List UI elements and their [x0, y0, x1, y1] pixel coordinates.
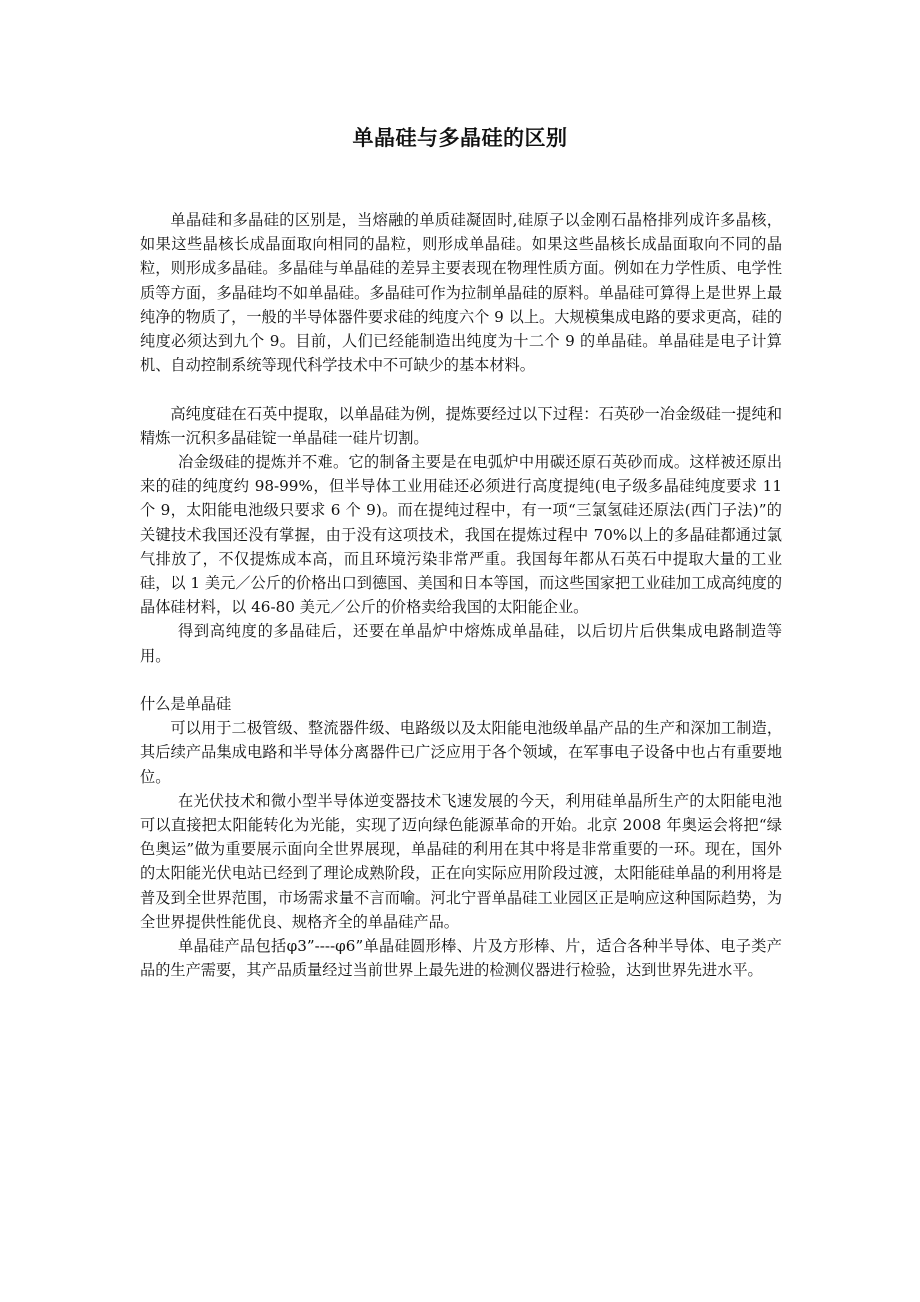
paragraph-gap	[140, 377, 782, 401]
document-title: 单晶硅与多晶硅的区别	[352, 126, 568, 150]
section-heading-what-is-single-crystal: 什么是单晶硅	[140, 695, 232, 714]
paragraph-photovoltaic: 在光伏技术和微小型半导体逆变器技术飞速发展的今天，利用硅单晶所生产的太阳能电池可以直接把太阳能转化为光能，实现了迈向绿色能源革命的开始。北京 2008 年奥运会将把“绿色奥运”做为重要展示面向全世界展现，单晶硅的利用在其中将是非常重要的一环。现在，国外的太阳能光伏电站已经到了理论成熟阶段，正在向实际应用阶段过渡，太阳能硅单晶的利用将是普及到全世界范围，市场需求量不言而喻。河北宁晋单晶硅工业园区正是响应这种国际趋势，为全世界提供性能优良、规格齐全的单晶硅产品。	[140, 791, 782, 931]
paragraph-metallurgical-silicon: 冶金级硅的提炼并不难。它的制备主要是在电弧炉中用碳还原石英砂而成。这样被还原出来的硅的纯度约 98-99%，但半导体工业用硅还必须进行高度提纯(电子级多晶硅纯度要求 11 个 9，太阳能电池级只要求 6 个 9)。而在提纯过程中，有一项“三氯氢硅还原法(西门子法)”的关键技术我国还没有掌握，由于没有这项技术，我国在提炼过程中 70%以上的多晶硅都通过氯气排放了，不仅提炼成本高，而且环境污染非常严重。我国每年都从石英石中提取大量的工业硅，以 1 美元／公斤的价格出口到德国、美国和日本等国，而这些国家把工业硅加工成高纯度的晶体硅材料，以 46-80 美元／公斤的价格卖给我国的太阳能企业。	[140, 453, 783, 617]
paragraph-extraction-process: 高纯度硅在石英中提取，以单晶硅为例，提炼要经过以下过程：石英砂一冶金级硅一提纯和精炼一沉积多晶硅锭一单晶硅一硅片切割。	[140, 404, 782, 447]
paragraph-applications: 可以用于二极管级、整流器件级、电路级以及太阳能电池级单晶产品的生产和深加工制造，其后续产品集成电路和半导体分离器件已广泛应用于各个领域，在军事电子设备中也占有重要地位。	[140, 719, 782, 786]
paragraph-gap	[140, 668, 782, 692]
paragraph-products: 单晶硅产品包括φ3”----φ6”单晶硅圆形棒、片及方形棒、片，适合各种半导体、电子类产品的生产需要，其产品质量经过当前世界上最先进的检测仪器进行检验，达到世界先进水平。	[140, 937, 782, 980]
paragraph-single-crystal-furnace: 得到高纯度的多晶硅后，还要在单晶炉中熔炼成单晶硅，以后切片后供集成电路制造等用。	[140, 622, 782, 665]
paragraph-difference: 单晶硅和多晶硅的区别是，当熔融的单质硅凝固时,硅原子以金刚石晶格排列成许多晶核，如果这些晶核长成晶面取向相同的晶粒，则形成单晶硅。如果这些晶核长成晶面取向不同的晶粒，则形成多晶硅。多晶硅与单晶硅的差异主要表现在物理性质方面。例如在力学性质、电学性质等方面，多晶硅均不如单晶硅。多晶硅可作为拉制单晶硅的原料。单晶硅可算得上是世界上最纯净的物质了，一般的半导体器件要求硅的纯度六个 9 以上。大规模集成电路的要求更高，硅的纯度必须达到九个 9。目前，人们已经能制造出纯度为十二个 9 的单晶硅。单晶硅是电子计算机、自动控制系统等现代科学技术中不可缺少的基本材料。	[140, 211, 783, 375]
document-body	[140, 208, 782, 982]
